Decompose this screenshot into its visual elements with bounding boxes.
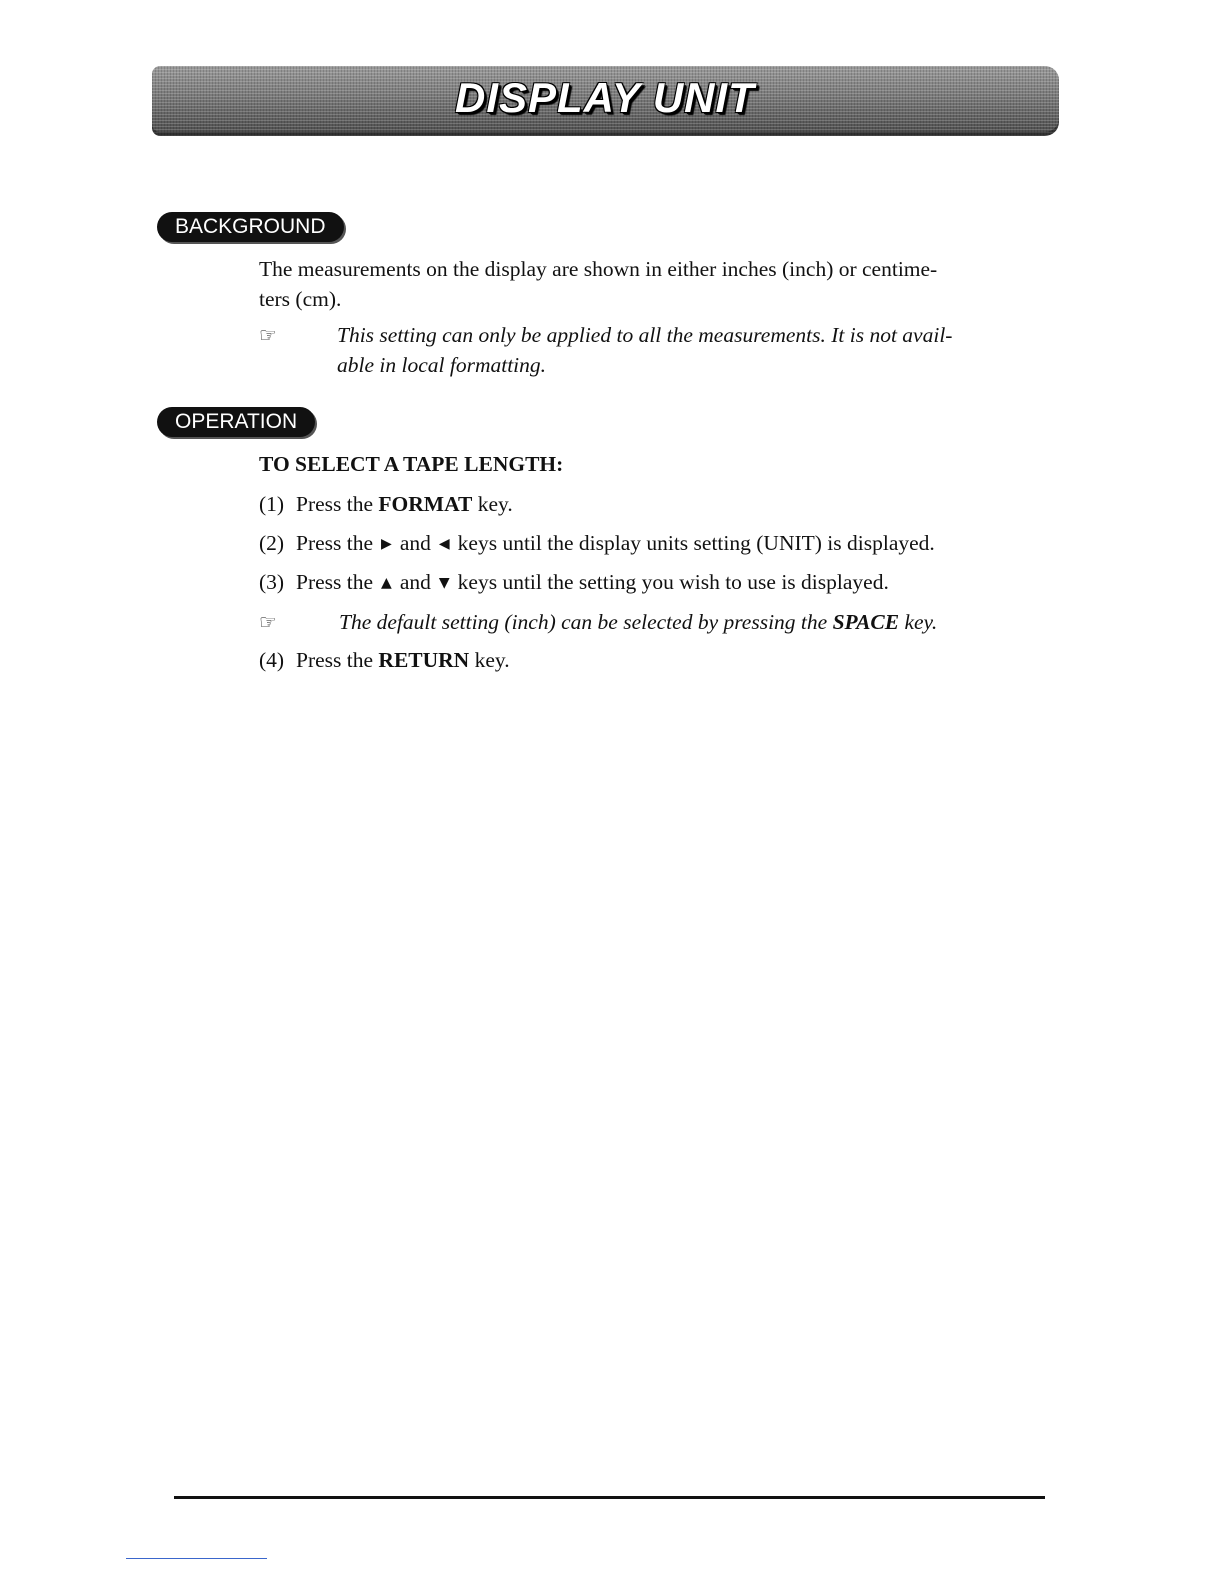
step-text: Press the <box>296 492 379 516</box>
left-arrow-icon: ◀ <box>438 536 450 552</box>
step-text: keys until the setting you wish to use is displayed. <box>457 570 889 594</box>
operation-note <box>339 607 937 637</box>
footer-underline <box>126 1558 267 1559</box>
key-name: RETURN <box>378 648 470 672</box>
key-name: SPACE <box>832 610 900 634</box>
background-section-label: BACKGROUND <box>157 212 344 242</box>
title-banner <box>152 66 1059 136</box>
page-title: DISPLAY UNIT <box>455 74 755 121</box>
bottom-divider <box>174 1496 1045 1499</box>
step-text: Press the <box>296 570 374 594</box>
operation-subheading: TO SELECT A TAPE LENGTH: <box>259 452 564 476</box>
down-arrow-icon: ▼ <box>438 575 450 591</box>
step-text: key. <box>469 648 510 672</box>
up-arrow-icon: ▲ <box>381 575 392 591</box>
note-text: The default setting (inch) can be selected by pressing the <box>339 610 833 634</box>
pointing-hand-icon: ☞ <box>259 610 277 634</box>
step-text: and <box>399 531 431 555</box>
step-4 <box>259 648 510 673</box>
step-1 <box>259 492 513 517</box>
step-2 <box>259 531 935 556</box>
step-number: (2) <box>259 531 285 555</box>
background-note <box>337 320 1067 380</box>
step-number: (1) <box>259 492 285 516</box>
step-text: Press the <box>296 648 379 672</box>
key-name: FORMAT <box>378 492 473 516</box>
step-3 <box>259 570 889 595</box>
background-note-line-2: able in local formatting. <box>337 353 547 377</box>
step-text: Press the <box>296 531 374 555</box>
background-note-line-1: This setting can only be applied to all the measurements. It is not avail- <box>337 323 953 347</box>
background-paragraph-line-2: ters (cm). <box>259 287 342 311</box>
step-text: key. <box>472 492 513 516</box>
note-text: key. <box>899 610 938 634</box>
background-paragraph-line-1: The measurements on the display are shown in either inches (inch) or centime- <box>259 257 938 281</box>
step-text: and <box>399 570 431 594</box>
step-number: (4) <box>259 648 285 672</box>
step-number: (3) <box>259 570 285 594</box>
right-arrow-icon: ▶ <box>381 536 392 552</box>
background-paragraph <box>259 254 1059 314</box>
operation-section-label: OPERATION <box>157 407 315 437</box>
step-text: keys until the display units setting (UNIT) is displayed. <box>457 531 935 555</box>
pointing-hand-icon: ☞ <box>259 323 277 347</box>
